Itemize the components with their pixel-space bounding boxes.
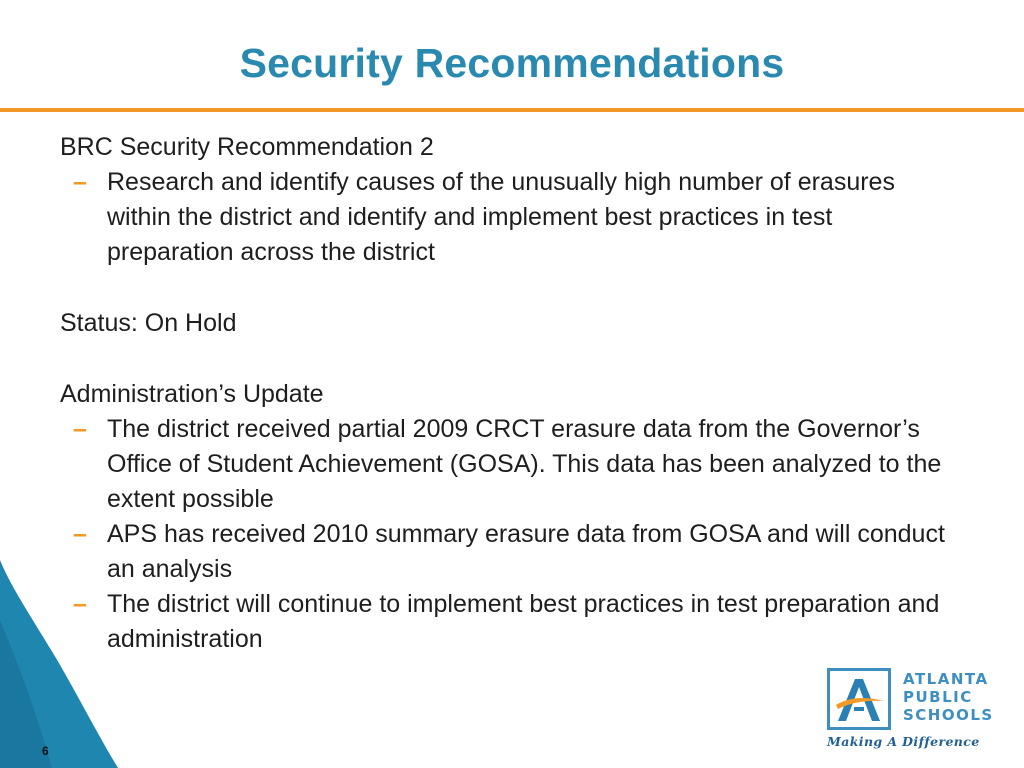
- slide-body: [60, 130, 960, 657]
- update-bullet: [60, 517, 960, 587]
- dash-bullet-icon: –: [73, 415, 87, 443]
- bullet-text: APS has received 2010 summary erasure data from GOSA and will conduct an analysis: [107, 520, 945, 583]
- slide-title: Security Recommendations: [239, 40, 785, 86]
- status-line: Status: On Hold: [60, 309, 237, 337]
- atlanta-public-schools-logo: [827, 668, 997, 750]
- logo-line-atlanta: ATLANTA: [903, 670, 989, 688]
- logo-line-public: PUBLIC: [903, 688, 973, 706]
- dash-bullet-icon: –: [73, 590, 87, 618]
- title-divider: [0, 108, 1024, 112]
- update-heading: Administration’s Update: [60, 380, 324, 408]
- logo-a-emblem-icon: [827, 668, 891, 730]
- logo-line-schools: SCHOOLS: [903, 706, 994, 724]
- bullet-text: The district received partial 2009 CRCT erasure data from the Governor’s Office of Student Achievement (GOSA). This data has been analyzed to the extent possible: [107, 415, 942, 513]
- recommendation-heading: BRC Security Recommendation 2: [60, 133, 434, 161]
- dash-bullet-icon: –: [73, 168, 87, 196]
- page-number: 6: [42, 744, 49, 758]
- dash-bullet-icon: –: [73, 520, 87, 548]
- bullet-text: Research and identify causes of the unusually high number of erasures within the district and identify and implement best practices in test preparation across the district: [107, 168, 895, 266]
- bullet-text: The district will continue to implement best practices in test preparation and administration: [107, 590, 940, 653]
- update-bullet: [60, 412, 960, 517]
- update-bullet: [60, 587, 960, 657]
- logo-tagline: Making A Difference: [827, 734, 980, 749]
- recommendation-bullet: [60, 165, 960, 270]
